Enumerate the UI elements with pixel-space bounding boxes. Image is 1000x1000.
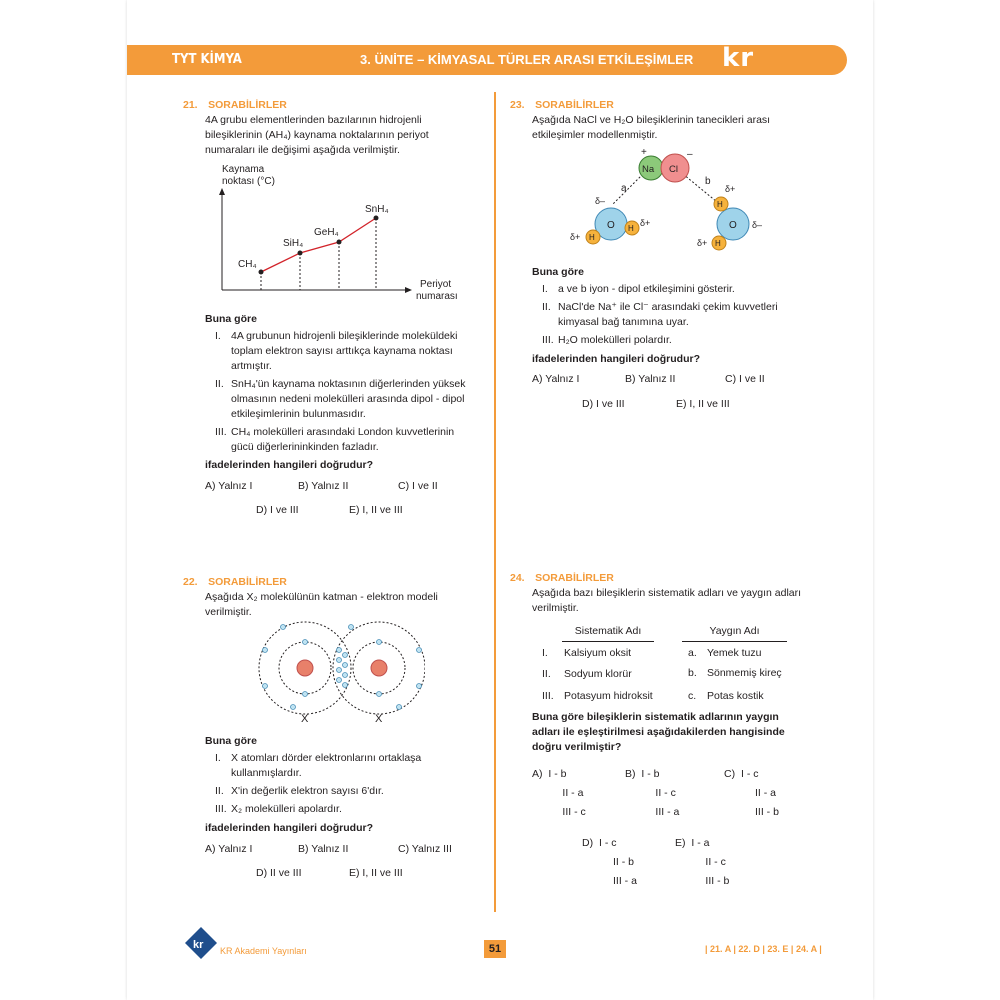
row-number: III. [542, 690, 554, 702]
answer-key: | 21. A | 22. D | 23. E | 24. A | [705, 944, 822, 954]
q22-option-d[interactable]: D) II ve III [256, 867, 302, 879]
option-pairs [741, 765, 779, 822]
delta-plus: δ+ [640, 218, 651, 228]
q23-interaction-model [565, 144, 775, 256]
delta-plus: δ+ [725, 184, 736, 194]
common-name: Sönmemiş kireç [707, 667, 782, 679]
label-geh4: GeH₄ [314, 227, 339, 238]
q23-option-d[interactable]: D) I ve III [582, 398, 625, 410]
option-label: A) [532, 768, 543, 780]
q24-row-common [688, 689, 764, 704]
q23-question: ifadelerinden hangileri doğrudur? [532, 353, 701, 365]
statement-number: II. [542, 301, 551, 313]
q24-option-c[interactable] [724, 765, 779, 822]
header-bar [127, 43, 847, 103]
pair: II - a [755, 787, 777, 799]
q23-buna: Buna göre [532, 266, 584, 278]
q23-option-b[interactable]: B) Yalnız II [625, 373, 676, 385]
q21-statements [215, 329, 480, 455]
statement [215, 784, 480, 799]
statement-text [558, 300, 778, 330]
statement-line: CH₄ molekülleri arasındaki London kuvvetlerinin [231, 426, 455, 438]
statement [215, 329, 480, 374]
common-name: Yemek tuzu [707, 647, 762, 659]
q24-option-b[interactable] [625, 765, 679, 822]
q24-number: 24. [510, 572, 525, 584]
point-snh4 [374, 216, 379, 221]
q22-number: 22. [183, 576, 198, 588]
statement-text: X'in değerlik elektron sayısı 6'dır. [231, 785, 384, 797]
option-pairs [599, 834, 637, 891]
q21-question: ifadelerinden hangileri doğrudur? [205, 459, 374, 471]
statement-number: II. [215, 785, 224, 797]
interaction-b [683, 174, 717, 202]
statement-line: olmasının nedeni molekülleri arasında dipol - dipol [231, 393, 465, 405]
nucleus [371, 660, 387, 676]
statement-number: III. [215, 803, 227, 815]
q24-intro-line: Aşağıda bazı bileşiklerin sistematik adları ve yaygın adları [532, 587, 802, 599]
delta-plus: δ+ [570, 232, 581, 242]
q21-option-a[interactable]: A) Yalnız I [205, 480, 253, 492]
statement-text: X₂ molekülleri apolardır. [231, 803, 342, 815]
option-pairs [691, 834, 729, 891]
label-snh4: SnH₄ [365, 204, 389, 215]
q21-buna: Buna göre [205, 313, 257, 325]
y-axis-arrow [219, 188, 225, 195]
statement [542, 333, 812, 348]
cl-charge: – [687, 149, 693, 160]
col-header-systematic: Sistematik Adı [562, 624, 654, 642]
q24-question-line: Buna göre bileşiklerin sistematik adlarının yaygın [532, 711, 779, 723]
row-number: II. [542, 668, 551, 680]
statement [215, 751, 480, 781]
q24-question [532, 710, 785, 755]
q21-intro-line: bileşiklerinin (AH₄) kaynama noktalarının periyot [205, 129, 429, 141]
q22-option-e[interactable]: E) I, II ve III [349, 867, 403, 879]
statement-line: kimyasal bağ tanımına uyar. [558, 316, 689, 328]
statement-line: gücü diğerlerininkinden fazladır. [231, 441, 379, 453]
statement-line: toplam elektron sayısı arttıkça kaynama noktası [231, 345, 453, 357]
q23-option-a[interactable]: A) Yalnız I [532, 373, 580, 385]
q24-intro [532, 586, 801, 616]
statement-line: X atomları dörder elektronlarını ortaklaşa [231, 752, 422, 764]
graph-ylabel-2: noktası (°C) [222, 176, 275, 187]
x-axis-arrow [405, 287, 412, 293]
statement-number: III. [215, 426, 227, 438]
statement-line: SnH₄'ün kaynama noktasının diğerlerinden yüksek [231, 378, 466, 390]
statement-line: NaCl'de Na⁺ ile Cl⁻ arasındaki çekim kuvvetleri [558, 301, 778, 313]
publisher-name: KR Akademi Yayınları [220, 946, 307, 956]
pair: III - c [562, 806, 586, 818]
statement-text: H₂O molekülleri polardır. [558, 334, 672, 346]
q22-option-c[interactable]: C) Yalnız III [398, 843, 452, 855]
q24-option-d[interactable] [582, 834, 637, 891]
atom-label-x: X [301, 713, 309, 725]
statement-line: artmıştır. [231, 360, 272, 372]
delta-plus: δ+ [697, 238, 708, 248]
q24-option-a[interactable] [532, 765, 586, 822]
statement-text [231, 751, 421, 781]
row-letter: b. [688, 667, 697, 679]
pair: III - a [655, 806, 680, 818]
statement-text [231, 377, 466, 422]
q21-option-e[interactable]: E) I, II ve III [349, 504, 403, 516]
o-label: O [607, 220, 615, 231]
label-sih4: SiH₄ [283, 238, 304, 249]
q24-question-line: doğru verilmiştir? [532, 741, 622, 753]
systematic-name: Kalsiyum oksit [564, 647, 632, 659]
pair: III - b [755, 806, 779, 818]
row-letter: a. [688, 647, 697, 659]
course-title: TYT KİMYA [172, 52, 242, 67]
q21-intro-line: numaraları ile değişimi aşağıda verilmiştir. [205, 144, 400, 156]
q24-row [542, 667, 632, 682]
nucleus [297, 660, 313, 676]
q21-number: 21. [183, 99, 198, 111]
publisher-logo-icon [183, 925, 219, 961]
q24-heading [510, 568, 614, 586]
o-label: O [729, 220, 737, 231]
statement-number: I. [542, 283, 548, 295]
q23-intro-line: Aşağıda NaCl ve H₂O bileşiklerinin tanecikleri arası [532, 114, 771, 126]
q21-option-c[interactable]: C) I ve II [398, 480, 438, 492]
q21-heading [183, 95, 287, 113]
label-a: a [621, 183, 627, 194]
q21-graph [200, 160, 480, 310]
pair: II - c [705, 856, 726, 868]
row-letter: c. [688, 690, 697, 702]
h-label: H [717, 200, 723, 209]
point-sih4 [298, 251, 303, 256]
q22-statements [215, 751, 480, 817]
q22-heading [183, 572, 287, 590]
option-label: D) [582, 837, 594, 849]
na-label: Na [642, 164, 655, 175]
brand-logo: kr twins [722, 43, 807, 103]
electrons [263, 625, 422, 710]
statement-line: kullanmışlardır. [231, 767, 302, 779]
q21-option-b[interactable]: B) Yalnız II [298, 480, 349, 492]
q24-intro-line: verilmiştir. [532, 602, 579, 614]
statement [215, 425, 480, 455]
h-label: H [589, 233, 595, 242]
q23-option-e[interactable]: E) I, II ve III [676, 398, 730, 410]
q22-option-b[interactable]: B) Yalnız II [298, 843, 349, 855]
statement-text: a ve b iyon - dipol etkileşimini gösterir. [558, 283, 735, 295]
q23-statements [542, 282, 812, 348]
q22-shell-model [255, 618, 425, 726]
pair: III - b [705, 875, 730, 887]
graph-xlabel-1: Periyot [420, 279, 452, 290]
q23-option-c[interactable]: C) I ve II [725, 373, 765, 385]
point-ch4 [259, 270, 264, 275]
q23-heading [510, 95, 614, 113]
statement-line: 4A grubunun hidrojenli bileşiklerinde moleküldeki [231, 330, 458, 342]
col-header-common: Yaygın Adı [682, 624, 787, 642]
q21-intro [205, 113, 429, 158]
statement-text [231, 329, 457, 374]
q24-row-common [688, 646, 761, 661]
common-name: Potas kostik [707, 690, 764, 702]
statement-number: III. [542, 334, 554, 346]
statement-text [231, 425, 454, 455]
delta-minus: δ– [595, 196, 606, 206]
point-geh4 [337, 240, 342, 245]
row-number: I. [542, 647, 548, 659]
q23-tag: SORABİLİRLER [535, 99, 614, 111]
q24-option-e[interactable] [675, 834, 729, 891]
q23-intro-line: etkileşimler modellenmiştir. [532, 129, 658, 141]
pair: I - b [548, 768, 567, 780]
q22-intro [205, 590, 438, 620]
pair: I - a [691, 837, 710, 849]
statement [542, 282, 812, 297]
statement-number: I. [215, 752, 221, 764]
q24-question-line: adları ile eşleştirilmesi aşağıdakilerden hangisinde [532, 726, 785, 738]
q23-number: 23. [510, 99, 525, 111]
statement [215, 377, 480, 422]
h-label: H [628, 224, 634, 233]
q23-intro [532, 113, 770, 143]
systematic-name: Sodyum klorür [564, 668, 632, 680]
pair: III - a [613, 875, 637, 887]
pair: I - c [599, 837, 617, 849]
q24-row [542, 689, 653, 704]
graph-ylabel-1: Kaynama [222, 164, 265, 175]
logo-text: kr [193, 939, 204, 951]
column-divider [494, 92, 496, 912]
q22-question: ifadelerinden hangileri doğrudur? [205, 822, 374, 834]
statement-line: etkileşimlerinin bulunmasıdır. [231, 408, 366, 420]
label-b: b [705, 176, 711, 187]
q21-option-d[interactable]: D) I ve III [256, 504, 299, 516]
delta-minus: δ– [752, 220, 763, 230]
atom-label-x: X [375, 713, 383, 725]
option-pairs [548, 765, 585, 822]
q22-buna: Buna göre [205, 735, 257, 747]
q22-intro-line: Aşağıda X₂ molekülünün katman - elektron modeli [205, 591, 438, 603]
q21-tag: SORABİLİRLER [208, 99, 287, 111]
h-label: H [715, 239, 721, 248]
graph-xlabel-2: numarası [416, 291, 458, 302]
q21-intro-line: 4A grubu elementlerinden bazılarının hidrojenli [205, 114, 422, 126]
q24-row-common [688, 666, 782, 681]
page-number: 51 [484, 940, 506, 958]
pair: I - c [741, 768, 759, 780]
q24-tag: SORABİLİRLER [535, 572, 614, 584]
pair: II - b [613, 856, 635, 868]
unit-title: 3. ÜNİTE – KİMYASAL TÜRLER ARASI ETKİLEŞİMLER [360, 52, 694, 67]
pair: II - a [562, 787, 584, 799]
label-ch4: CH₄ [238, 259, 257, 270]
q24-row [542, 646, 631, 661]
interaction-a [613, 174, 643, 204]
pair: I - b [641, 768, 660, 780]
systematic-name: Potasyum hidroksit [564, 690, 653, 702]
statement-number: II. [215, 378, 224, 390]
statement [215, 802, 480, 817]
q22-intro-line: verilmiştir. [205, 606, 252, 618]
option-label: B) [625, 768, 636, 780]
q22-option-a[interactable]: A) Yalnız I [205, 843, 253, 855]
option-label: C) [724, 768, 736, 780]
statement [542, 300, 812, 330]
q22-tag: SORABİLİRLER [208, 576, 287, 588]
option-label: E) [675, 837, 686, 849]
cl-label: Cl [669, 164, 678, 175]
statement-number: I. [215, 330, 221, 342]
na-charge: + [641, 147, 647, 158]
option-pairs [641, 765, 679, 822]
pair: II - c [655, 787, 676, 799]
